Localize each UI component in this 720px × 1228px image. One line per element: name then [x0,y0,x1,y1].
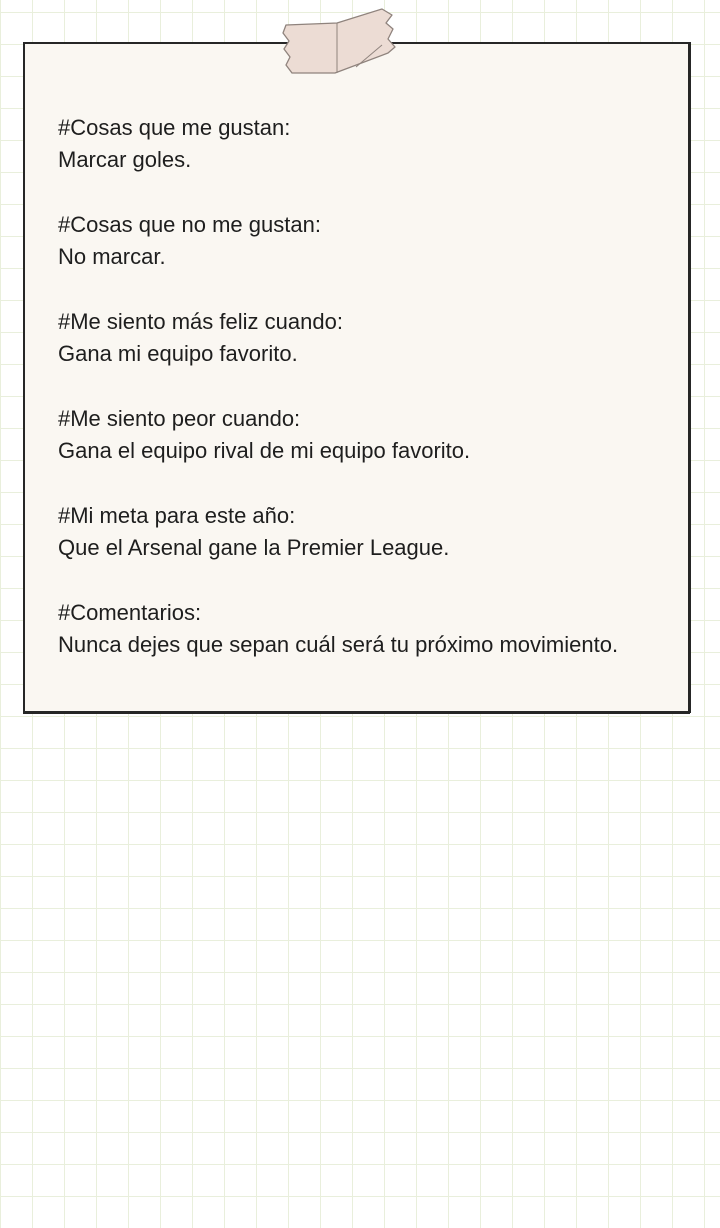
entry-heading: #Me siento más feliz cuando: [58,309,343,334]
tape-icon [280,3,404,77]
list-item [58,597,678,661]
list-item [58,306,678,370]
entry-answer: Que el Arsenal gane la Premier League. [58,535,450,560]
entry-heading: #Cosas que no me gustan: [58,212,321,237]
entry-answer: Nunca dejes que sepan cuál será tu próximo movimiento. [58,632,619,657]
entry-answer: No marcar. [58,244,166,269]
entry-heading: #Me siento peor cuando: [58,406,301,431]
entry-answer: Gana el equipo rival de mi equipo favorito. [58,438,471,463]
entry-heading: #Mi meta para este año: [58,503,296,528]
list-item [58,209,678,273]
entries-list [58,112,678,694]
note-card [23,42,690,713]
list-item [58,500,678,564]
list-item [58,403,678,467]
entry-answer: Gana mi equipo favorito. [58,341,298,366]
list-item [58,112,678,176]
entry-heading: #Cosas que me gustan: [58,115,291,140]
entry-answer: Marcar goles. [58,147,192,172]
entry-heading: #Comentarios: [58,600,202,625]
